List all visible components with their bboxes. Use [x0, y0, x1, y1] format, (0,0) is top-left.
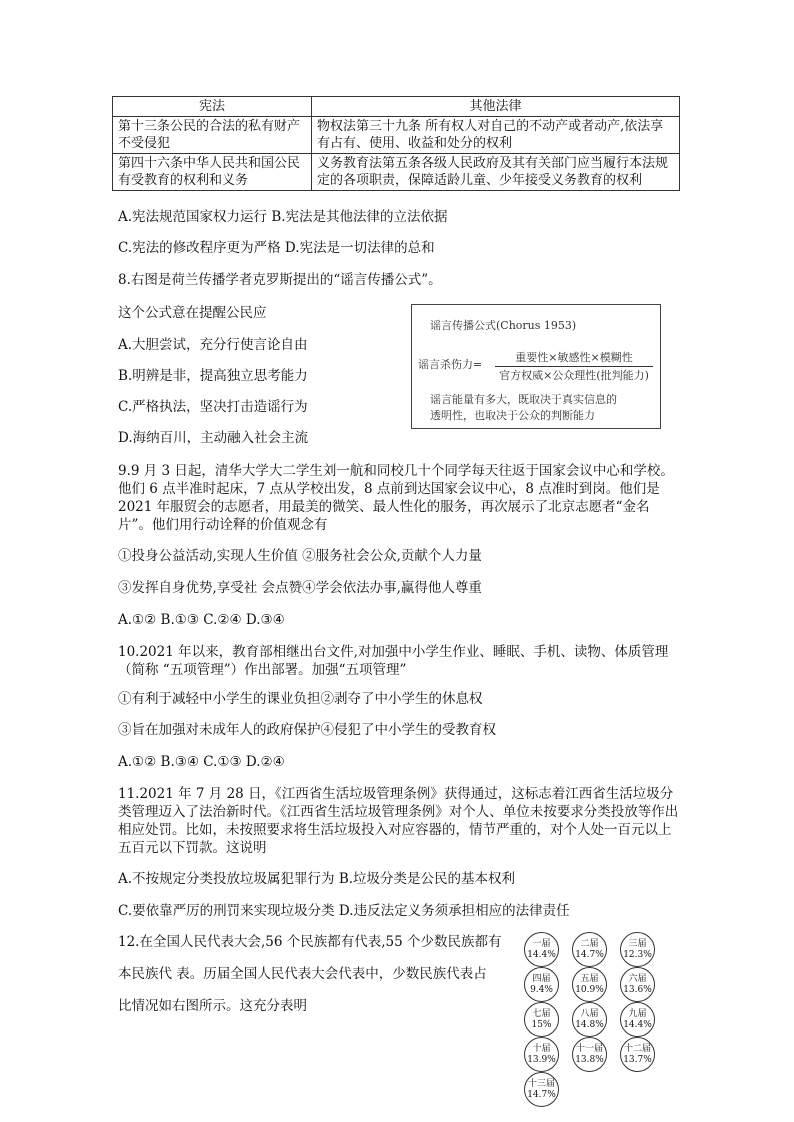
ratio-circle: [524, 1002, 559, 1037]
formula-lhs: 谣言杀伤力=: [418, 358, 483, 371]
ratio-circle-value: 15%: [531, 1019, 552, 1030]
law-comparison-table: [112, 96, 680, 191]
ratio-circle: [524, 967, 559, 1002]
ratio-circle-value: 10.9%: [575, 984, 604, 995]
ratio-circle-value: 13.7%: [623, 1054, 652, 1065]
table-cell: 义务教育法第五条各级人民政府及其有关部门应当履行本法规定的各项职责，保障适龄儿童、少年接受义务教育的权利: [312, 154, 680, 191]
rumor-formula-figure: [411, 304, 661, 429]
q9-stem: 9.9 月 3 日起，清华大学大二学生刘一航和同校几十个同学每天往返于国家会议中心和学校。 他们 6 点半准时起床，7 点从学校出发，8 点前到达国家会议中心，8 点准时到岗。他们是 2021 年服贸会的志愿者，用最美的微笑、最人性化的服务，再次展示了北京志愿者“金名片”。他们用行动诠释的价值观念有: [118, 463, 674, 533]
q8-option-b: B.明辨是非，提高独立思考能力: [118, 368, 308, 384]
q10-choices: A.①② B.③④ C.①③ D.②④: [118, 754, 285, 770]
ratio-circle: [524, 1072, 559, 1107]
ratio-circle-value: 14.4%: [623, 1019, 652, 1030]
table-row: [113, 154, 680, 191]
q8-stem: 8.右图是荷兰传播学者克罗斯提出的“谣言传播公式”。: [118, 272, 442, 288]
ratio-circle-session: 十届: [532, 1043, 551, 1054]
ratio-circle: [620, 1037, 655, 1072]
ratio-circle-value: 13.8%: [575, 1054, 604, 1065]
q10-options-1: ①有利于减轻中小学生的课业负担②剥夺了中小学生的休息权: [118, 691, 483, 707]
table-row: [113, 117, 680, 154]
q8-stem-2: 这个公式意在提醒公民应: [118, 305, 267, 321]
ratio-circle-value: 14.4%: [527, 949, 556, 960]
ratio-circle-session: 十三届: [527, 1078, 555, 1089]
ratio-circle-session: 八届: [580, 1008, 599, 1019]
q11-options-cd: C.要依靠严厉的刑罚来实现垃圾分类 D.违反法定义务须承担相应的法律责任: [118, 903, 570, 919]
q7-options-cd: C.宪法的修改程序更为严格 D.宪法是一切法律的总和: [118, 240, 435, 256]
formula-note-2: 透明性，也取决于公众的判断能力: [430, 409, 595, 422]
ratio-circle-value: 13.6%: [623, 984, 652, 995]
table-cell: 第十三条公民的合法的私有财产不受侵犯: [113, 117, 312, 154]
q7-options-ab: A.宪法规范国家权力运行 B.宪法是其他法律的立法依据: [118, 209, 448, 225]
q9-options-1: ①投身公益活动,实现人生价值 ②服务社会公众,贡献个人力量: [118, 548, 482, 564]
ratio-circle: [572, 1002, 607, 1037]
ratio-circle-value: 13.9%: [527, 1054, 556, 1065]
formula-denominator: 官方权威×公众理性(批判能力): [499, 369, 649, 382]
q9-options-2: ③发挥自身优势,享受社 会点赞④学会依法办事,赢得他人尊重: [118, 580, 482, 596]
formula-numerator: 重要性×敏感性×模糊性: [495, 349, 653, 367]
formula-title: 谣言传播公式(Chorus 1953): [430, 319, 577, 332]
ratio-circle: [524, 1037, 559, 1072]
q11-stem: 11.2021 年 7 月 28 日，《江西省生活垃圾管理条例》获得通过，这标志着江西省生活垃圾分类管理迈入了法治新时代。《江西省生活垃圾管理条例》对个人、单位未按要求分类投放等作出相应处罚。比如，未按照要求将生活垃圾投入对应容器的，情节严重的，对个人处一百元以上五百元以下罚款。这说明: [118, 786, 679, 856]
q8-option-a: A.大胆尝试，充分行使言论自由: [118, 337, 308, 353]
ratio-circle-session: 三届: [628, 938, 647, 949]
ratio-circle: [572, 1037, 607, 1072]
q10-options-2: ③旨在加强对未成年人的政府保护④侵犯了中小学生的受教育权: [118, 722, 496, 738]
formula-note-1: 谣言能量有多大，既取决于真实信息的: [430, 393, 617, 406]
ratio-circle: [620, 932, 655, 967]
q8-option-c: C.严格执法，坚决打击造谣行为: [118, 399, 308, 415]
q8-option-d: D.海纳百川，主动融入社会主流: [118, 430, 309, 446]
ratio-circle-session: 二届: [580, 938, 599, 949]
q11-options-ab: A.不按规定分类投放垃圾属犯罪行为 B.垃圾分类是公民的基本权利: [118, 871, 516, 887]
q9-choices: A.①② B.①③ C.②④ D.③④: [118, 612, 285, 628]
ratio-circle: [572, 932, 607, 967]
ratio-circle-value: 12.3%: [623, 949, 652, 960]
ratio-circle-session: 七届: [532, 1008, 551, 1019]
table-header-other-laws: 其他法律: [312, 97, 680, 117]
ratio-circle-session: 十一届: [575, 1043, 603, 1054]
ratio-circle-value: 14.8%: [575, 1019, 604, 1030]
ratio-circle: [572, 967, 607, 1002]
table-cell: 物权法第三十九条 所有权人对自己的不动产或者动产,依法享有占有、使用、收益和处分的权利: [312, 117, 680, 154]
q12-stem-1: 12.在全国人民代表大会,56 个民族都有代表,55 个少数民族都有: [118, 934, 502, 950]
ratio-circle-session: 六届: [628, 973, 647, 984]
q12-stem-2: 本民族代 表。历届全国人民代表大会代表中，少数民族代表占: [118, 966, 487, 982]
ratio-circle-value: 14.7%: [575, 949, 604, 960]
ratio-circle-session: 四届: [532, 973, 551, 984]
ratio-circle: [620, 967, 655, 1002]
ratio-circle: [620, 1002, 655, 1037]
formula-fraction: [495, 349, 653, 383]
q12-stem-3: 比情况如右图所示。这充分表明: [118, 998, 307, 1014]
ratio-circle-session: 九届: [628, 1008, 647, 1019]
ratio-circle-session: 一届: [532, 938, 551, 949]
table-header-constitution: 宪法: [113, 97, 312, 117]
ratio-circle: [524, 932, 559, 967]
ratio-circle-session: 五届: [580, 973, 599, 984]
ratio-circle-value: 9.4%: [530, 984, 553, 995]
q10-stem: 10.2021 年以来，教育部相继出台文件,对加强中小学生作业、睡眠、手机、读物、体质管理（简称 “五项管理”）作出部署。加强“五项管理”: [118, 644, 669, 678]
ratio-circle-session: 十二届: [623, 1043, 651, 1054]
table-header-row: [113, 97, 680, 117]
ratio-circle-value: 14.7%: [527, 1089, 556, 1100]
table-cell: 第四十六条中华人民共和国公民有受教育的权利和义务: [113, 154, 312, 191]
